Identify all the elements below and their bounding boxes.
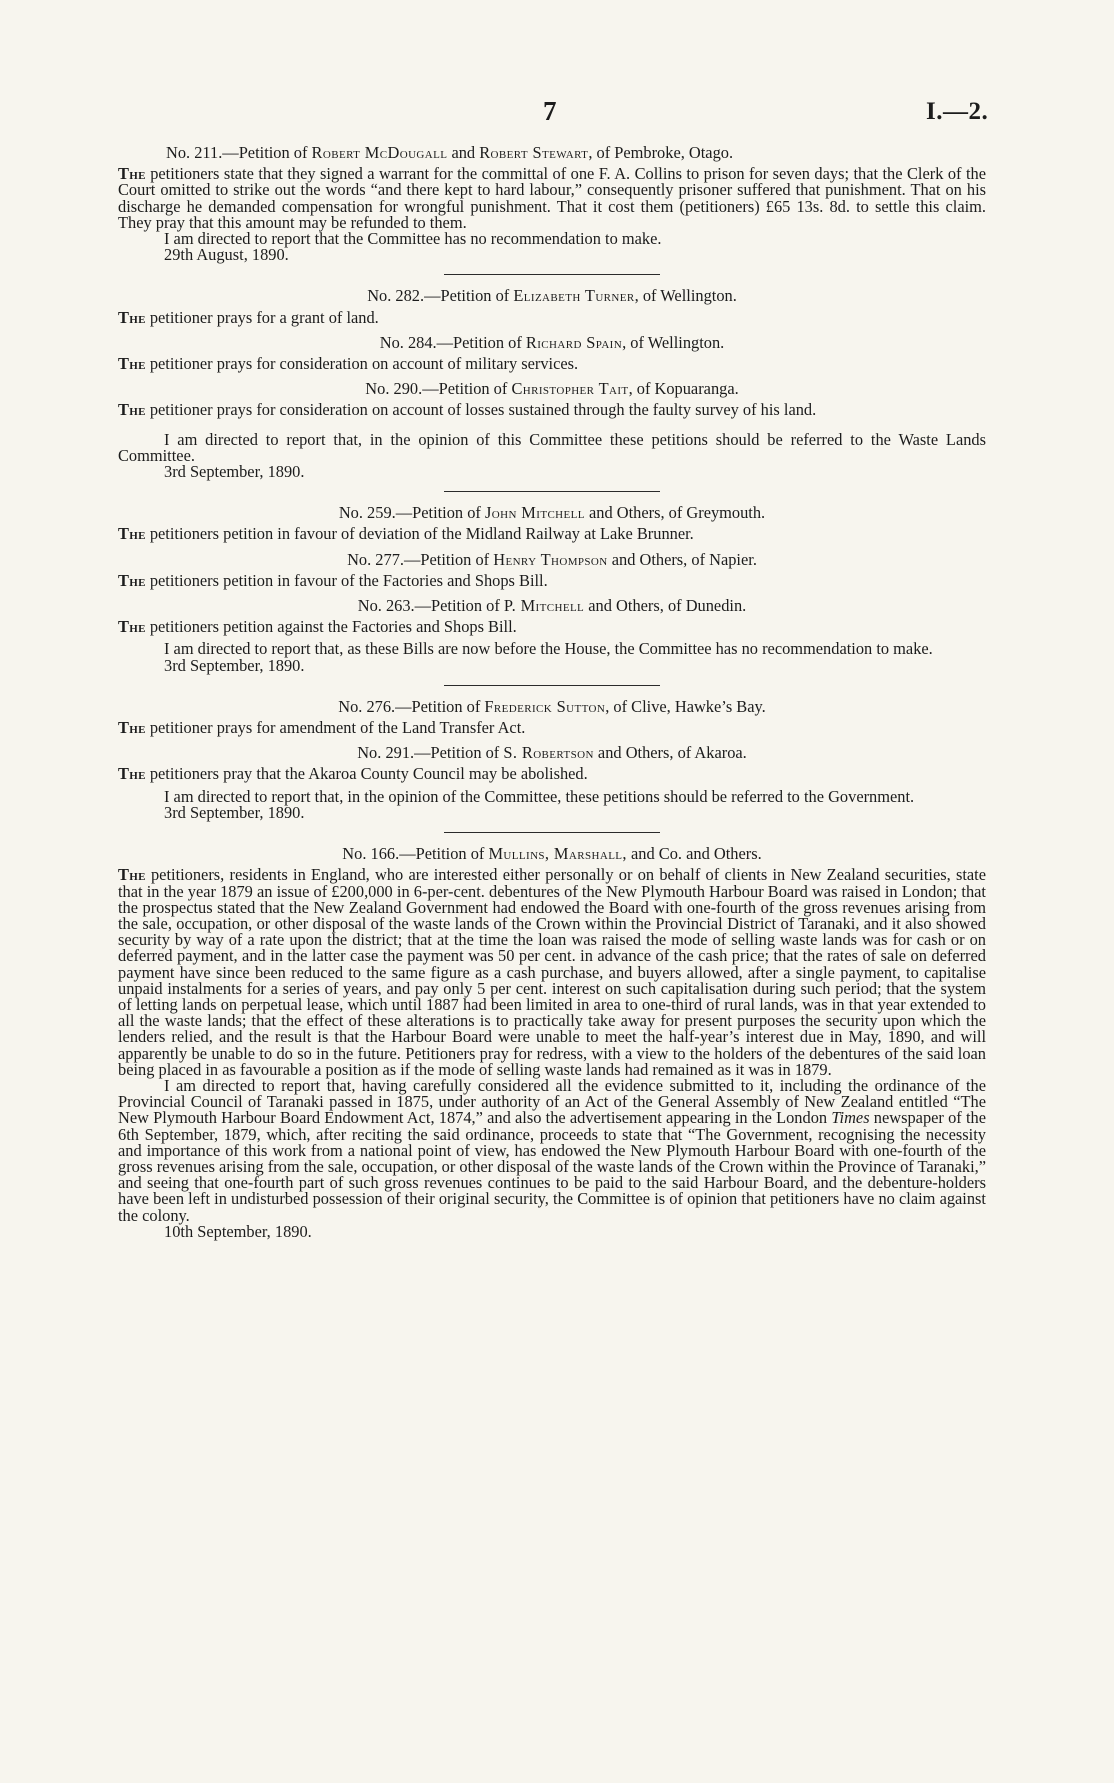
section-divider <box>444 274 660 275</box>
petitioner-name: Henry Thompson <box>493 549 608 569</box>
petition-title-291: No. 291.—Petition of S. Robertson and Others, of Akaroa. <box>357 743 747 763</box>
committee-report-291: I am directed to report that, in the opinion of the Committee, these petitions should be referred to the Government. <box>164 786 915 806</box>
petition-title-290: No. 290.—Petition of Christopher Tait, of Kopuaranga. <box>365 379 739 399</box>
petition-text-276: The petitioner prays for amendment of the Land Transfer Act. <box>118 718 526 738</box>
committee-report-290: I am directed to report that, in the opinion of this Committee these petitions should be referred to the Waste Lands Committee. <box>118 429 986 465</box>
section-divider <box>444 685 660 686</box>
paper-reference: I.—2. <box>926 98 989 125</box>
committee-report-166: I am directed to report that, having carefully considered all the evidence submitted to it, including the ordinance of the Provincial Council of Taranaki passed in 1875, under authority of an Act of the General Assembly of New Zealand entitled “The New Plymouth Harbour Board Endowment Act, 1874,” and also the advertisement appearing in the London Times newspaper of the 6th September, 1879, which, after reciting the said ordinance, proceeds to state that “The Government, recognising the necessity and importance of this work from a national point of view, has endowed the New Plymouth Harbour Board with one-fourth of the gross revenues arising from the sale, occupation, or other disposal of the waste lands of the Crown within the Province of Taranaki,” and seeing that one-fourth part of such gross revenues continues to be paid to the said Harbour Board, and the debenture-holders have been left in undisturbed possession of their original security, the Committee is of opinion that petitioners have no claim against the colony. <box>118 1075 987 1225</box>
report-date-263: 3rd September, 1890. <box>164 655 305 675</box>
petition-text-290: The petitioner prays for consideration on account of losses sustained through the faulty survey of his land. <box>118 400 817 420</box>
petition-title-166: No. 166.—Petition of Mullins, Marshall, and Co. and Others. <box>342 844 762 864</box>
petition-text-211: The petitioners state that they signed a warrant for the committal of one F. A. Collins to prison for seven days; that the Clerk of the Court omitted to strike out the words “and there kept to hard labour,” consequently prisoner suffered that punishment. That on his discharge he demanded compensation for wrongful punishment. That it cost them (petitioners) £65 13s. 8d. to settle this claim. They pray that this amount may be refunded to them. <box>118 164 986 232</box>
report-date-166: 10th September, 1890. <box>164 1221 312 1241</box>
petition-title-277: No. 277.—Petition of Henry Thompson and Others, of Napier. <box>347 549 757 569</box>
petitioner-name: Elizabeth Turner <box>513 286 635 306</box>
petition-title-263: No. 263.—Petition of P. Mitchell and Others, of Dunedin. <box>357 596 747 616</box>
report-date-211: 29th August, 1890. <box>164 245 289 265</box>
petitioner-name: Christopher Tait <box>511 379 629 399</box>
committee-report-211: I am directed to report that the Committee has no recommendation to make. <box>164 229 662 249</box>
petition-title-282: No. 282.—Petition of Elizabeth Turner, of Wellington. <box>367 286 737 306</box>
petitioner-name: Frederick Sutton <box>484 696 606 716</box>
petitioner-name: Richard Spain <box>525 332 623 352</box>
report-date-291: 3rd September, 1890. <box>164 802 305 822</box>
petitioner-name: S. Robertson <box>503 743 594 763</box>
petition-title-259: No. 259.—Petition of John Mitchell and Others, of Greymouth. <box>338 503 766 523</box>
petition-text-282: The petitioner prays for a grant of land. <box>118 307 379 327</box>
newspaper-title: Times <box>831 1108 870 1128</box>
petition-title-276: No. 276.—Petition of Frederick Sutton, of Clive, Hawke’s Bay. <box>338 696 766 716</box>
page-header <box>0 96 1114 130</box>
petitioner-name: Mullins, Marshall, <box>488 844 627 864</box>
petition-text-291: The petitioners pray that the Akaroa County Council may be abolished. <box>118 764 588 784</box>
petitioner-name: Robert Stewart <box>479 143 589 162</box>
section-divider <box>444 491 660 492</box>
petition-text-166: The petitioners, residents in England, who are interested either personally or on behalf of clients in New Zealand securities, state that in the year 1879 an issue of £200,000 in 6-per-cent. debentures of the New Plymouth Harbour Board was raised in London; that the prospectus stated that the New Zealand Government had endowed the Board with one-fourth of the gross revenues arising from the sale, occupation, or other disposal of the waste lands of the Crown within the Provincial District of Taranaki, and it also showed security by way of a rate upon the district; that at the time the loan was raised the mode of selling waste lands was for cash or on deferred payment, and in the latter case the payment was 50 per cent. in advance of the cash price; that the rates of sale on deferred payment have since been reduced to the same figure as a cash purchase, and buyers allowed, after a single payment, to capitalise unpaid instalments for a series of years, and pay only 5 per cent. interest on such capitalisation during such period; that the system of letting lands on perpetual lease, which until 1887 had been limited in area to one-third of rural lands, was in that year extended to all the waste lands; that the effect of these alterations is to practically take away for present purposes the security upon which the lenders relied, and the result is that the Harbour Board were unable to meet the half-year’s interest due in May, 1890, and will apparently be unable to do so in the future. Petitioners pray for redress, with a view to the holders of the debentures of the said loan being placed in as favourable a position as if the mode of selling waste lands had remained as it was in 1879. <box>118 865 986 1079</box>
petition-text-277: The petitioners petition in favour of the Factories and Shops Bill. <box>118 570 548 590</box>
petitioner-name: P. Mitchell <box>503 596 585 616</box>
section-divider <box>444 832 660 833</box>
petitioner-name: John Mitchell <box>484 503 585 523</box>
petition-title-211: No. 211.—Petition of Robert McDougall and Robert Stewart, of Pembroke, Otago. <box>166 143 734 162</box>
petition-text-284: The petitioner prays for consideration on account of military services. <box>118 354 579 374</box>
petition-text-259: The petitioners petition in favour of deviation of the Midland Railway at Lake Brunner. <box>118 524 694 544</box>
document-body <box>118 145 986 1240</box>
page-number: 7 <box>543 96 557 126</box>
committee-report-263: I am directed to report that, as these Bills are now before the House, the Committee has no recommendation to make. <box>164 639 933 659</box>
petitioner-name: Robert McDougall <box>311 143 448 162</box>
petition-text-263: The petitioners petition against the Factories and Shops Bill. <box>118 617 517 637</box>
report-date-290: 3rd September, 1890. <box>164 462 305 482</box>
petition-title-284: No. 284.—Petition of Richard Spain, of Wellington. <box>379 332 725 352</box>
